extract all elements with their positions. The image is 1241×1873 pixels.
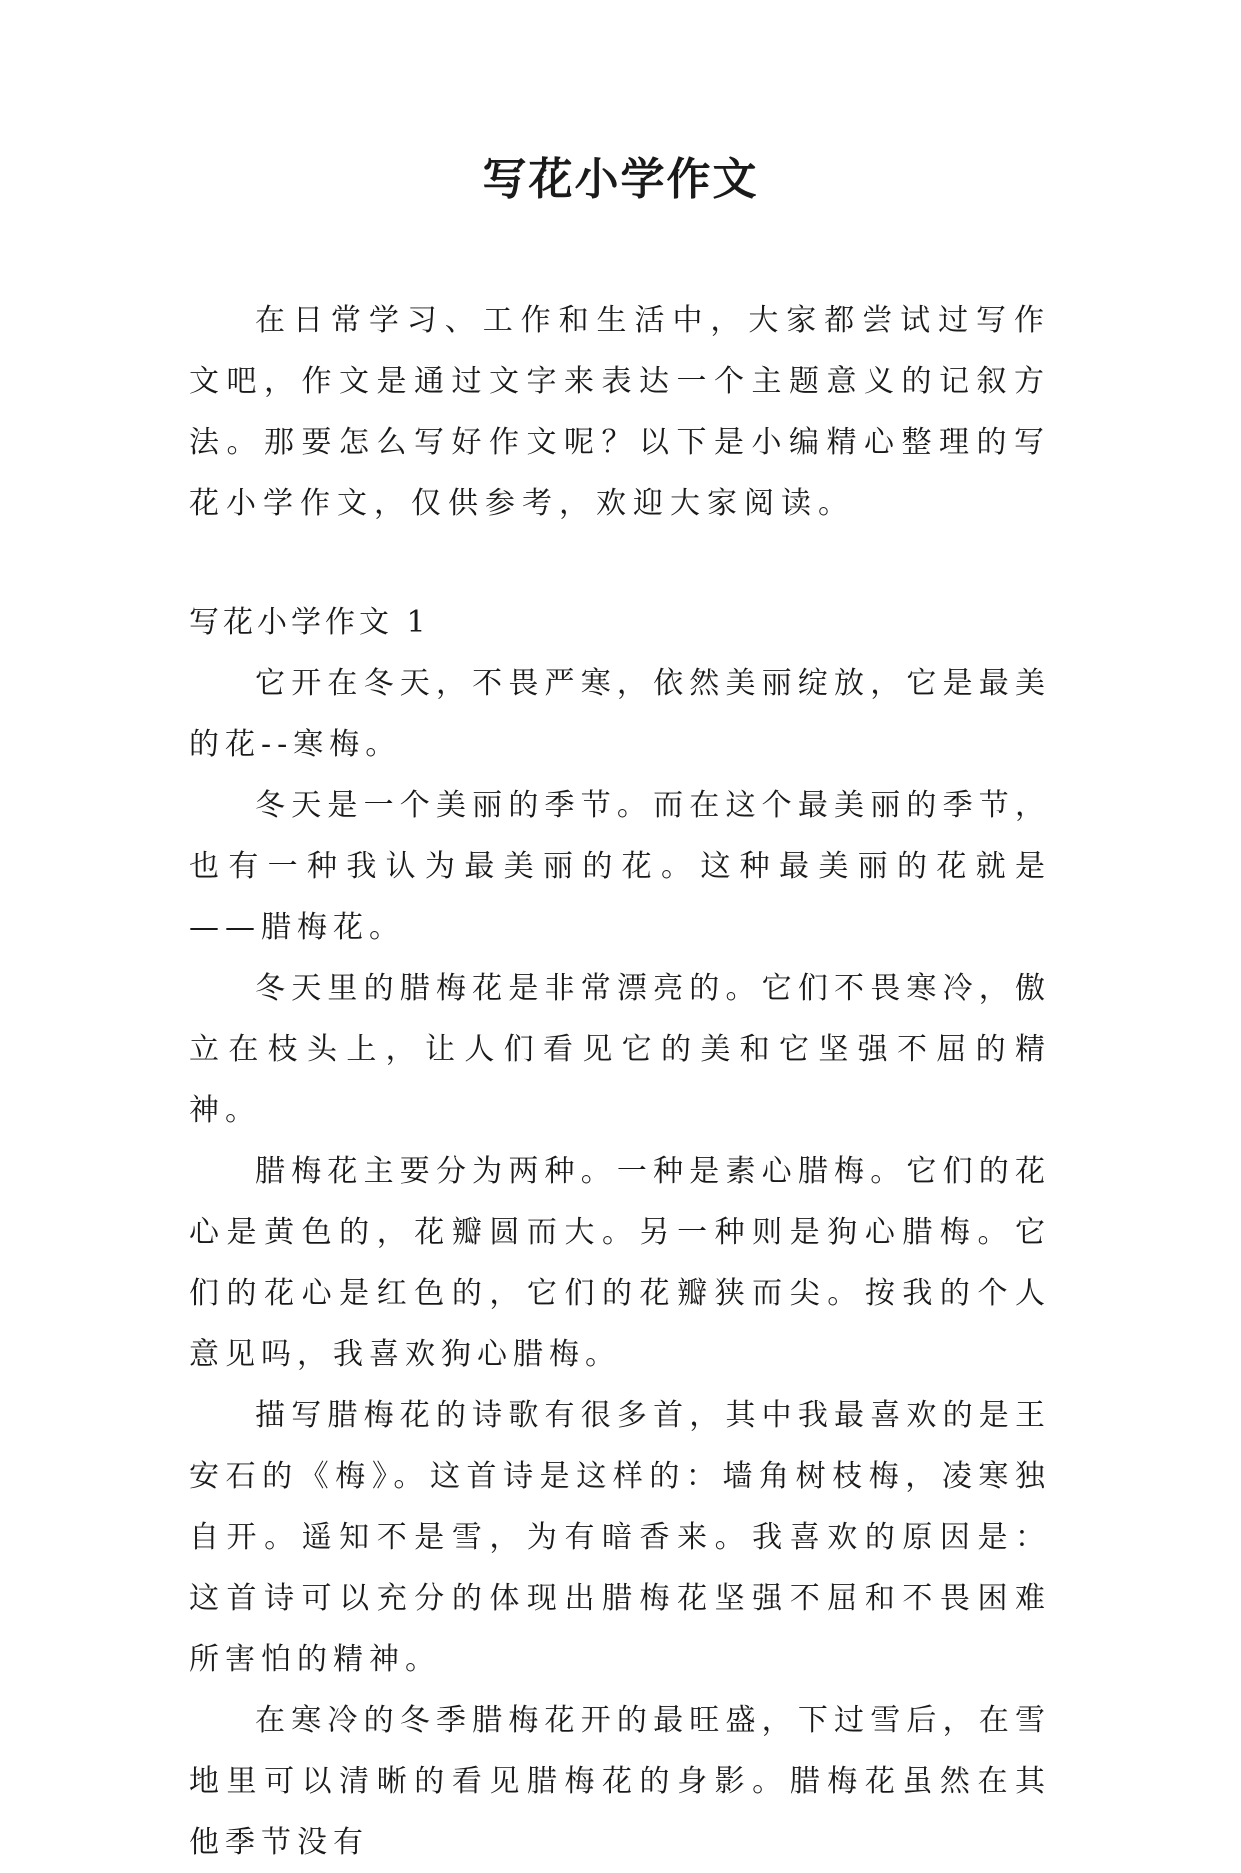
section-title: 写花小学作文 1 (189, 605, 430, 640)
body-paragraph: 描写腊梅花的诗歌有很多首，其中我最喜欢的是王安石的《梅》。这首诗是这样的：墙角树枝梅，凌寒独自开。遥知不是雪，为有暗香来。我喜欢的原因是：这首诗可以充分的体现出腊梅花坚强不屈和不畏困难所害怕的精神。 (189, 1398, 1051, 1677)
document-title: 写花小学作文 (482, 154, 759, 205)
intro-paragraph: 在日常学习、工作和生活中，大家都尝试过写作文吧，作文是通过文字来表达一个主题意义的记叙方法。那要怎么写好作文呢？以下是小编精心整理的写花小学作文，仅供参考，欢迎大家阅读。 (189, 303, 1051, 521)
document-body (189, 290, 1051, 1873)
body-paragraph: 冬天里的腊梅花是非常漂亮的。它们不畏寒冷，傲立在枝头上，让人们看见它的美和它坚强不屈的精神。 (189, 971, 1051, 1128)
body-paragraph: 冬天是一个美丽的季节。而在这个最美丽的季节，也有一种我认为最美丽的花。这种最美丽的花就是——腊梅花。 (189, 788, 1051, 945)
body-paragraph: 腊梅花主要分为两种。一种是素心腊梅。它们的花心是黄色的，花瓣圆而大。另一种则是狗心腊梅。它们的花心是红色的，它们的花瓣狭而尖。按我的个人意见吗，我喜欢狗心腊梅。 (189, 1154, 1051, 1372)
body-paragraph: 在寒冷的冬季腊梅花开的最旺盛，下过雪后，在雪地里可以清晰的看见腊梅花的身影。腊梅花虽然在其他季节没有 (189, 1703, 1051, 1860)
body-paragraph: 它开在冬天，不畏严寒，依然美丽绽放，它是最美的花--寒梅。 (189, 666, 1051, 762)
